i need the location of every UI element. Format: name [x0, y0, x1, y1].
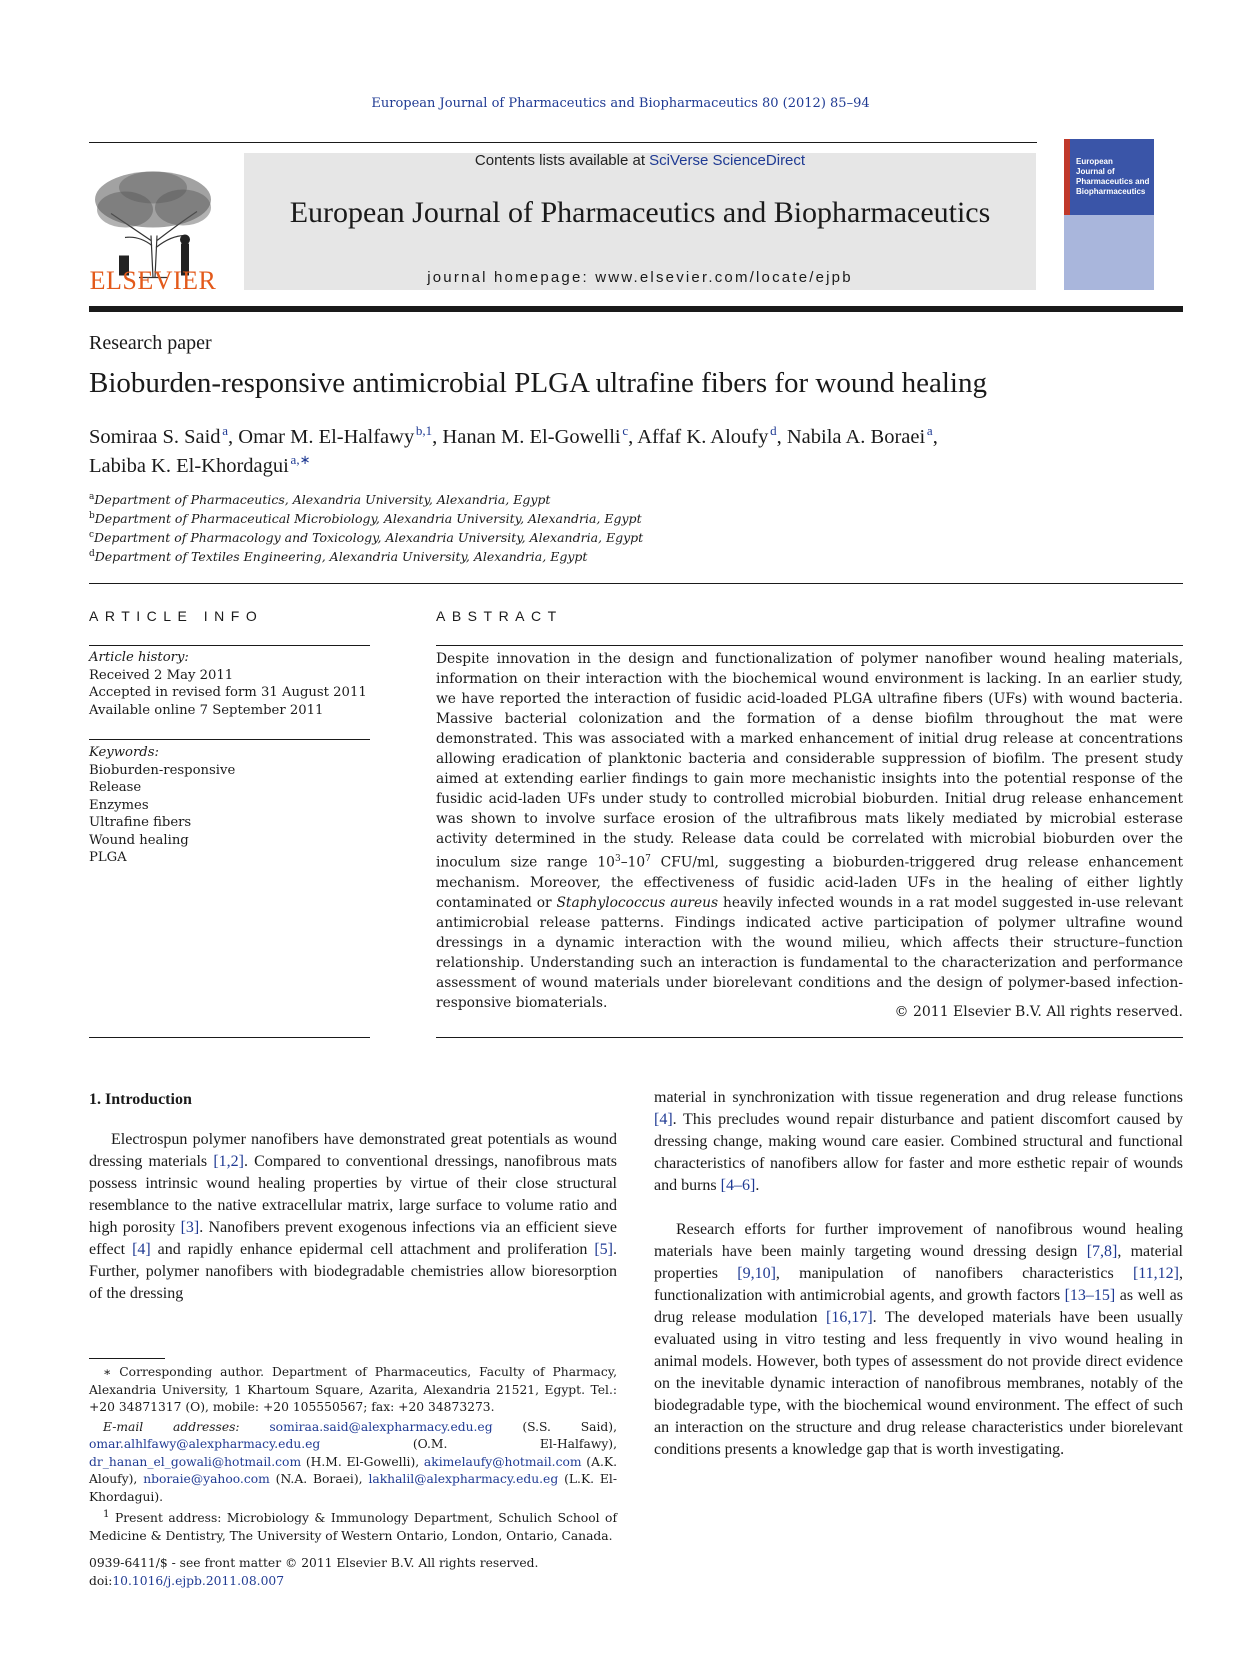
- history-received: Received 2 May 2011: [89, 667, 234, 683]
- doi-link[interactable]: 10.1016/j.ejpb.2011.08.007: [112, 1573, 285, 1588]
- footnote-rule: [89, 1358, 165, 1359]
- author: Affaf K. Aloufy $^d$: [637, 423, 777, 448]
- section-type: Research paper: [89, 332, 212, 354]
- article-history: [89, 649, 367, 719]
- sciencedirect-link[interactable]: SciVerse ScienceDirect: [649, 152, 806, 169]
- info-rule-mid: [89, 739, 370, 740]
- author-list: Somiraa S. Said $^a$, Omar M. El-Halfawy $^{b,1}$, Hanan M. El-Gowelli $^c$, Affaf K. Aloufy $^d$, Nabila A. Boraei $^a$, Labiba K. El-Khordagui $^{a,∗}$: [89, 423, 938, 477]
- author: Omar M. El-Halfawy $^{b,1}$: [238, 423, 433, 448]
- keyword: Ultrafine fibers: [89, 815, 192, 830]
- citation-link[interactable]: [4]: [132, 1241, 151, 1258]
- keywords-label: Keywords:: [89, 745, 159, 760]
- author: Nabila A. Boraei $^a$: [786, 423, 933, 448]
- keyword: Enzymes: [89, 797, 149, 813]
- article-title: Bioburden-responsive antimicrobial PLGA ultrafine fibers for wound healing: [89, 367, 987, 399]
- author: Hanan M. El-Gowelli $^c$: [442, 423, 629, 448]
- footer-issn: [89, 1555, 538, 1590]
- keyword: Wound healing: [89, 832, 189, 848]
- history-online: Available online 7 September 2011: [89, 702, 324, 718]
- affiliations: [89, 489, 643, 566]
- citation-link[interactable]: [13–15]: [1064, 1287, 1116, 1304]
- citation-link[interactable]: [11,12]: [1132, 1265, 1179, 1282]
- journal-cover-thumbnail: [1064, 139, 1154, 290]
- affiliation: $^c$Department of Pharmacology and Toxicology, Alexandria University, Alexandria, Egypt: [89, 530, 644, 546]
- citation-link[interactable]: [3]: [180, 1219, 200, 1236]
- citation-link[interactable]: [16,17]: [826, 1309, 873, 1326]
- citation-link[interactable]: [9,10]: [737, 1265, 776, 1282]
- affiliation: $^d$Department of Textiles Engineering, Alexandria University, Alexandria, Egypt: [89, 549, 588, 565]
- email-link[interactable]: omar.alhlfawy@alexpharmacy.edu.eg: [89, 1437, 321, 1451]
- elsevier-wordmark: ELSEVIER: [89, 266, 217, 295]
- intro-column-1: Electrospun polymer nanofibers have demonstrated great potentials as wound dressing materials [1,2]. Compared to conventional dressings, nanofibrous mats possess intrinsic wound healing properties by virtue of their close structural resemblance to the native extracellular matrix, large surface to volume ratio and high porosity [3]. Nanofibers prevent exogenous infections via an efficient sieve effect [4] and rapidly enhance epidermal cell attachment and proliferation [5]. Further, polymer nanofibers with biodegradable chemistries allow bioresorption of the dressing: [89, 1131, 617, 1302]
- affiliation: $^b$Department of Pharmaceutical Microbiology, Alexandria University, Alexandria, Egypt: [89, 511, 642, 527]
- info-rule-bottom: [89, 1037, 370, 1038]
- citation-link[interactable]: [1,2]: [213, 1153, 244, 1170]
- doi-line: doi:10.1016/j.ejpb.2011.08.007: [89, 1573, 285, 1588]
- contents-prefix: Contents lists available at: [474, 152, 650, 169]
- keywords: [89, 744, 235, 867]
- top-rule: [89, 142, 1037, 143]
- intro-column-2-part-2: Research efforts for further improvement of nanofibrous wound healing materials have been mainly targeting wound dressing design [7,8], material properties [9,10], manipulation of nanofibers characteristics [11,12], functionalization with antimicrobial agents, and growth factors [13–15] as well as drug release modulation [16,17]. The developed materials have been usually evaluated using in vitro testing and less frequently in vivo wound healing in animal models. However, both types of assessment do not provide direct evidence on the inevitable dynamic interaction of nanofibrous membranes, notably of the biodegradable type, with the biochemical wound environment. The effect of such an interaction on the structure and drug release characteristics under biorelevant conditions presents a knowledge gap that is worth investigating.: [654, 1221, 1184, 1458]
- corresponding-author-note: ∗ Corresponding author. Department of Pharmaceutics, Faculty of Pharmacy, Alexandria University, 1 Khartoum Square, Azarita, Alexandria 21521, Egypt. Tel.: +20 34871317 (O), mobile: +20 105550567; fax: +20 34873273.: [89, 1365, 617, 1414]
- cover-title: European Journal of Pharmaceutics and Biopharmaceutics: [1076, 157, 1150, 196]
- email-link[interactable]: lakhalil@alexpharmacy.edu.eg: [368, 1472, 559, 1486]
- keyword: PLGA: [89, 850, 127, 865]
- abstract-heading: ABSTRACT: [436, 608, 563, 624]
- present-address-note: $^1$ Present address: Microbiology & Immunology Department, Schulich School of Medicine & Dentistry, The University of Western Ontario, London, Ontario, Canada.: [89, 1508, 617, 1543]
- info-rule-top: [89, 645, 370, 646]
- affiliation: $^a$Department of Pharmaceutics, Alexandria University, Alexandria, Egypt: [89, 492, 551, 508]
- footnotes: [89, 1364, 617, 1545]
- introduction-heading: 1. Introduction: [89, 1091, 192, 1108]
- citation-link[interactable]: [4]: [654, 1111, 673, 1128]
- email-addresses: E-mail addresses: somiraa.said@alexpharmacy.edu.eg (S.S. Said), omar.alhlfawy@alexpharmacy.edu.eg (O.M. El-Halfawy), dr_hanan_el_gowali@hotmail.com (H.M. El-Gowelli), akimelaufy@hotmail.com (A.K. Aloufy), nboraie@yahoo.com (N.A. Boraei), lakhalil@alexpharmacy.edu.eg (L.K. El-Khordagui).: [89, 1419, 617, 1504]
- history-revised: Accepted in revised form 31 August 2011: [89, 685, 367, 700]
- citation-link[interactable]: [5]: [594, 1241, 613, 1258]
- intro-column-2-part-1: material in synchronization with tissue regeneration and drug release functions [4]. This precludes wound repair disturbance and patient discomfort caused by dressing change, making wound care easier. Combined structural and functional characteristics of nanofibers allow for faster and more esthetic repair of wounds and burns [4–6].: [654, 1089, 1183, 1194]
- keyword: Release: [89, 780, 142, 795]
- journal-title: European Journal of Pharmaceutics and Biopharmaceutics: [289, 196, 991, 229]
- abstract-rule-bottom: [436, 1037, 1183, 1038]
- author: Somiraa S. Said $^a$: [89, 423, 229, 448]
- affiliation-rule: [89, 583, 1183, 584]
- contents-line: [244, 152, 1036, 169]
- author: Labiba K. El-Khordagui $^{a,∗}$: [89, 452, 311, 477]
- abstract-rule-top: [436, 645, 1183, 646]
- citation-link[interactable]: [4–6]: [720, 1177, 756, 1194]
- email-link[interactable]: nboraie@yahoo.com: [143, 1472, 270, 1486]
- abstract-text: Despite innovation in the design and functionalization of polymer nanofiber wound healing materials, information on their interaction with the biochemical wound environment is lacking. In an earlier study, we have reported the interaction of fusidic acid-loaded PLGA ultrafine fibers (UFs) with wound bacteria. Massive bacterial colonization and the formation of a dense biofilm throughout the mat were demonstrated. This was associated with a marked enhancement of initial drug release at concentrations allowing eradication of planktonic bacteria and considerable suppression of biofilm. The present study aimed at extending earlier findings to gain more mechanistic insights into the potential response of the fusidic acid-laden UFs under study to controlled microbial bioburden. Initial drug release enhancement was shown to involve surface erosion of the ultrafibrous mats likely mediated by microbial esterase activity determined in the study. Release data could be correlated with microbial bioburden over the inoculum size range $10^3-10^7$ CFU/ml, suggesting a bioburden-triggered drug release enhancement mechanism. Moreover, the effectiveness of fusidic acid-laden UFs in the healing of either lightly contaminated or Staphylococcus aureus heavily infected wounds in a rat model suggested in-use relevant antimicrobial release patterns. Findings indicated active participation of polymer ultrafine wound dressings in a dynamic interaction with the wound milieu, which affects their structure–function relationship. Understanding such an interaction is fundamental to the characterization and performance assessment of wound materials under biorelevant conditions and the design of polymer-based infection-responsive biomaterials.: [436, 651, 1183, 1011]
- cover-lower-panel: [1064, 215, 1154, 290]
- journal-reference[interactable]: European Journal of Pharmaceutics and Biopharmaceutics 80 (2012) 85–94: [371, 96, 870, 111]
- issn-line: 0939-6411/$ - see front matter © 2011 Elsevier B.V. All rights reserved.: [89, 1556, 539, 1570]
- email-link[interactable]: somiraa.said@alexpharmacy.edu.eg: [269, 1419, 493, 1434]
- citation-link[interactable]: [7,8]: [1086, 1243, 1118, 1260]
- article-info-heading: ARTICLE INFO: [89, 608, 264, 624]
- masthead-thick-rule: [89, 306, 1183, 312]
- copyright: © 2011 Elsevier B.V. All rights reserved.: [894, 1004, 1183, 1020]
- history-label: Article history:: [89, 650, 189, 665]
- email-link[interactable]: akimelaufy@hotmail.com: [423, 1454, 582, 1469]
- email-link[interactable]: dr_hanan_el_gowali@hotmail.com: [89, 1454, 302, 1469]
- keyword: Bioburden-responsive: [89, 762, 236, 778]
- journal-homepage[interactable]: journal homepage: www.elsevier.com/locate/ejpb: [427, 269, 853, 286]
